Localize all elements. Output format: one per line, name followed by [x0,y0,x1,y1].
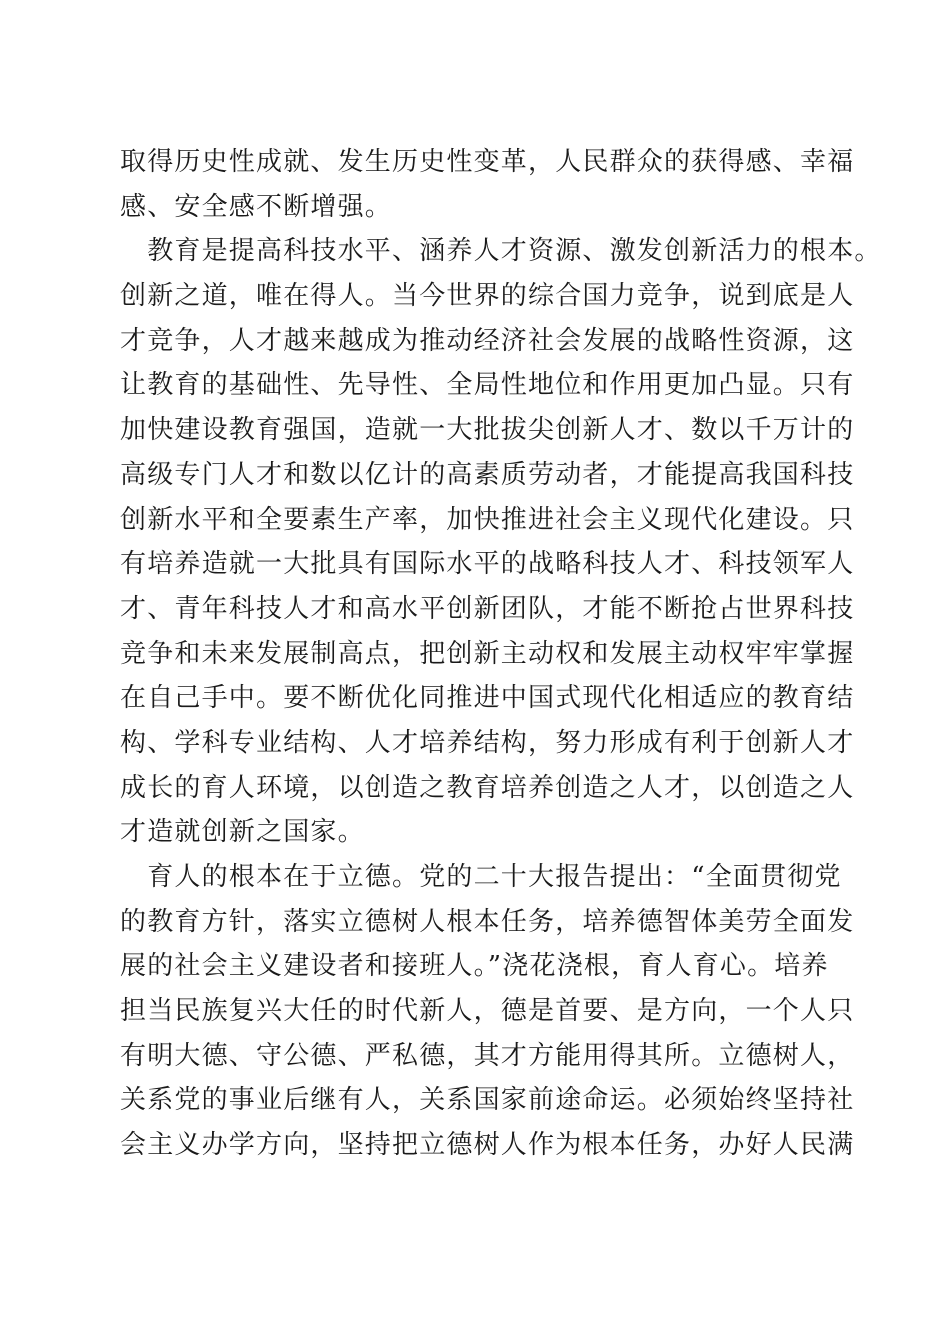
text-line: 构、学科专业结构、人才培养结构，努力形成有利于创新人才 [120,727,855,758]
text-line: 成长的育人环境，以创造之教育培养创造之人才，以创造之人 [120,772,855,803]
text-line: 高级专门人才和数以亿计的高素质劳动者，才能提高我国科技 [120,459,855,490]
text-line: 竞争和未来发展制高点，把创新主动权和发展主动权牢牢掌握 [120,638,855,669]
text-line: 才、青年科技人才和高水平创新团队，才能不断抢占世界科技 [120,593,855,624]
text-line: 教育是提高科技水平、涵养人才资源、激发创新活力的根本。 [120,236,882,267]
text-line: 展的社会主义建设者和接班人。”浇花浇根，育人育心。培养 [120,951,829,982]
text-line: 感、安全感不断增强。 [120,191,393,222]
text-line: 创新之道，唯在得人。当今世界的综合国力竞争，说到底是人 [120,281,855,312]
text-line: 会主义办学方向，坚持把立德树人作为根本任务，办好人民满 [120,1130,855,1161]
text-line: 育人的根本在于立德。党的二十大报告提出：“全面贯彻党 [120,862,842,892]
text-line: 创新水平和全要素生产率，加快推进社会主义现代化建设。只 [120,504,855,535]
text-line: 加快建设教育强国，造就一大批拔尖创新人才、数以千万计的 [120,415,855,446]
body-text [120,140,882,1168]
text-line: 关系党的事业后继有人，关系国家前途命运。必须始终坚持社 [120,1085,855,1116]
text-line: 才造就创新之国家。 [120,817,365,848]
text-line: 才竞争，人才越来越成为推动经济社会发展的战略性资源，这 [120,325,855,356]
text-line: 的教育方针，落实立德树人根本任务，培养德智体美劳全面发 [120,906,855,937]
text-line: 在自己手中。要不断优化同推进中国式现代化相适应的教育结 [120,683,855,714]
text-line: 让教育的基础性、先导性、全局性地位和作用更加凸显。只有 [120,370,855,401]
text-line: 担当民族复兴大任的时代新人，德是首要、是方向，一个人只 [120,996,855,1027]
text-line: 有培养造就一大批具有国际水平的战略科技人才、科技领军人 [120,549,855,580]
text-line: 取得历史性成就、发生历史性变革，人民群众的获得感、幸福 [120,147,855,177]
text-line: 有明大德、守公德、严私德，其才方能用得其所。立德树人， [120,1040,855,1071]
